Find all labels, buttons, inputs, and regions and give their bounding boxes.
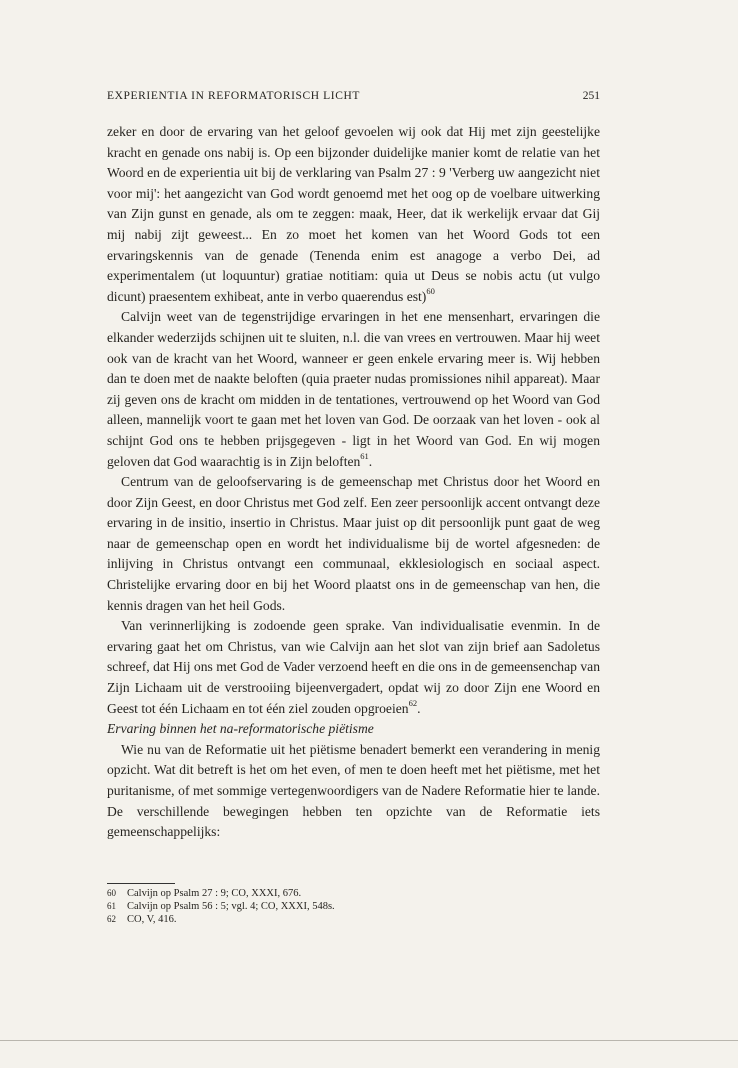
footnote-rule bbox=[107, 883, 175, 884]
footnote-text: Calvijn op Psalm 56 : 5; vgl. 4; CO, XXXI, 548s. bbox=[127, 901, 335, 912]
footnotes bbox=[107, 883, 600, 926]
paragraph: Calvijn weet van de tegenstrijdige ervaringen in het ene mensenhart, ervaringen die elkander wederzijds schijnen uit te sluiten, n.l. die van vrees en vertrouwen. Maar hij weet ook van de kracht van het Woord, wanneer er geen enkele ervaring meer is. Wij hebben dan te doen met de naakte beloften (quia praeter nudas promissiones nihil appareat). Maar zij geven ons de kracht om midden in de tentationes, vertrouwend op het Woord van God alleen, mannelijk voort te gaan met het loven van God. De oorzaak van het loven - ook al schijnt God ons te hebben prijsgegeven - ligt in het Woord van God. En wij mogen geloven dat God waarachtig is in Zijn beloften$^{61}$. bbox=[107, 309, 600, 469]
footnote-ref[interactable]: 60 bbox=[426, 286, 435, 297]
footnote-ref[interactable]: 62 bbox=[408, 698, 418, 709]
footnote-number: 62 bbox=[107, 914, 116, 924]
body-text bbox=[107, 122, 600, 843]
footnote-text: CO, V, 416. bbox=[127, 914, 177, 925]
footnote-number: 60 bbox=[107, 888, 116, 898]
footnote-text: Calvijn op Psalm 27 : 9; CO, XXXI, 676. bbox=[127, 888, 302, 899]
footnote-number: 61 bbox=[107, 901, 116, 911]
running-header bbox=[107, 90, 600, 110]
scan-edge-line bbox=[0, 1040, 738, 1041]
running-title: EXPERIENTIA IN REFORMATORISCH LICHT bbox=[107, 90, 361, 102]
paragraph: Centrum van de geloofservaring is de gemeenschap met Christus door het Woord en door Zijn Geest, en door Christus met God zelf. Een zeer persoonlijk accent ontvangt deze ervaring in de insitio, insertio in Christus. Maar juist op dit persoonlijk punt gaat de weg naar de gemeenschap open en wordt het individualisme bij de wortel afgesneden: de inlijving in Christus ontvangt een communaal, ekklesiologisch en sociaal aspect. Christelijke ervaring door en bij het Woord plaatst ons in de gemeenschap van hen, die kennis dragen van het heil Gods. bbox=[107, 474, 600, 613]
paragraph: zeker en door de ervaring van het geloof gevoelen wij ook dat Hij met zijn geestelijke kracht en genade ons nabij is. Op een bijzonder duidelijke manier komt de relatie van het Woord en de experientia uit bij de verklaring van Psalm 27 : 9 'Verberg uw aangezicht niet voor mij': het aangezicht van God wordt genoemd met het oog op de voelbare uitwerking van Zijn gunst en genade, als om te zeggen: maak, Heer, dat ik werkelijk ervaar dat Gij mij nabij zijt geweest... En zo moet het komen van het Woord Gods tot een ervaringskennis van de genade (Tenenda enim est anagoge a verbo Dei, ad experimentalem (ut loquuntur) gratiae notitiam: quia ut Deus se nobis actu (ut vulgo dicunt) praesentem exhibeat, ante in verbo quaerendus est)$^{60}$ bbox=[107, 124, 600, 304]
footnote-ref[interactable]: 61 bbox=[360, 450, 369, 461]
page-number: 251 bbox=[582, 90, 600, 102]
footnote bbox=[107, 900, 600, 913]
footnote bbox=[107, 913, 600, 926]
paragraph: Van verinnerlijking is zodoende geen sprake. Van individualisatie evenmin. In de ervaring gaat het om Christus, van wie Calvijn aan het slot van zijn brief aan Sadoletus schreef, dat Hij ons met God de Vader verzoend heeft en die ons in de gemeensenchap van Zijn Lichaam uit de verstrooiing bijeenvergadert, opdat wij zo door Zijn ene Woord en Geest tot één Lichaam en tot één ziel zouden opgroeien$^{62}$. bbox=[107, 618, 600, 716]
footnote bbox=[107, 887, 600, 900]
section-heading: Ervaring binnen het na-reformatorische piëtisme bbox=[107, 721, 374, 737]
paragraph: Wie nu van de Reformatie uit het piëtisme benadert bemerkt een verandering in menig opzicht. Wat dit betreft is het om het even, of men te doen heeft met het piëtisme, met het puritanisme, of met sommige vertegenwoordigers van de Nadere Reformatie hier te lande. De verschillende bewegingen hebben ten opzichte van de Reformatie iets gemeenschappelijks: bbox=[107, 741, 600, 840]
